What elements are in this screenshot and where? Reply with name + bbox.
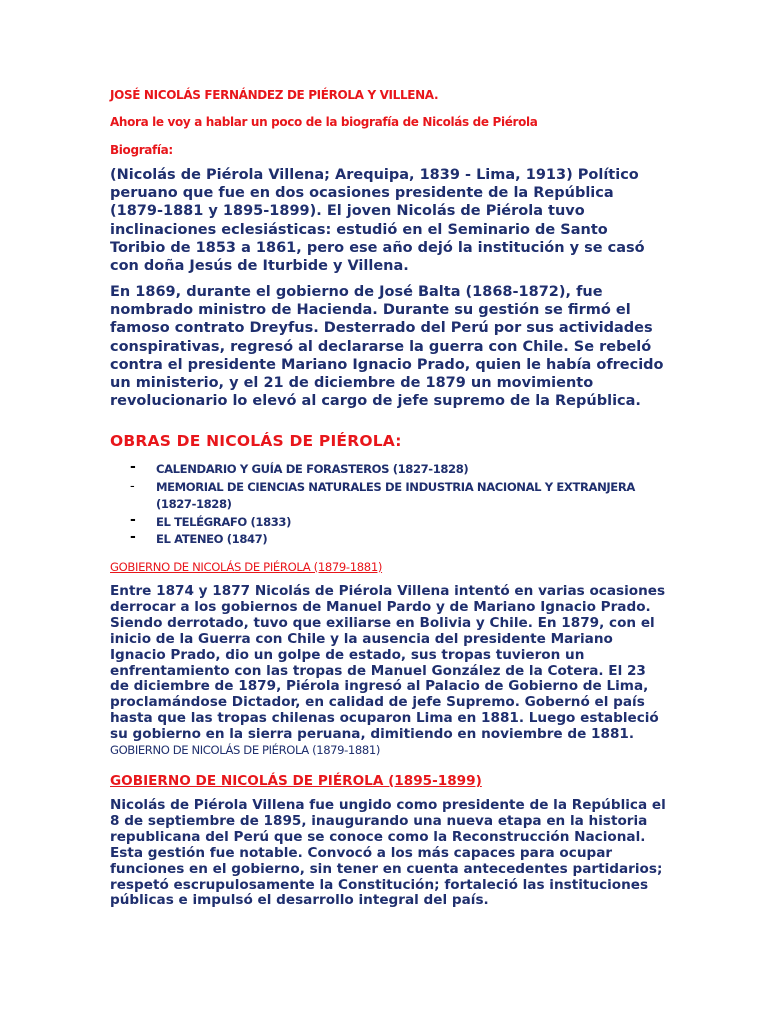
gov1-paragraph [110,584,666,759]
list-item: - EL TELÉGRAFO (1833) [130,511,291,529]
gov1-trailing: GOBIERNO DE NICOLÁS DE PIÉROLA (1879-1881) [110,743,380,758]
works-heading: OBRAS DE NICOLÁS DE PIÉROLA: [110,432,402,450]
gov2-heading: GOBIERNO DE NICOLÁS DE PIÉROLA (1895-1899) [110,773,482,789]
document-title: JOSÉ NICOLÁS FERNÁNDEZ DE PIÉROLA Y VILLENA. [110,88,439,102]
list-item: - MEMORIAL DE CIENCIAS NATURALES DE INDUSTRIA NACIONAL Y EXTRANJERA (1827-1828) [130,478,635,511]
bullet-dash-icon: - [130,459,136,475]
gov1-text: Entre 1874 y 1877 Nicolás de Piérola Villena intentó en varias ocasiones derrocar a los gobiernos de Manuel Pardo y de Mariano Ignacio Prado. Siendo derrotado, tuvo que exiliarse en Bolivia y Chile. En 1879, con el inicio de la Guerra con Chile y la ausencia del presidente Mariano Ignacio Prado, dio un golpe de estado, sus tropas tuvieron un enfrentamiento con las tropas de Manuel González de la Cotera. El 23 de diciembre de 1879, Piérola ingresó al Palacio de Gobierno de Lima, proclamándose Dictador, en calidad de jefe Supremo. Gobernó el país hasta que las tropas chilenas ocuparon Lima en 1881. Luego estableció su gobierno en la sierra peruana, dimitiendo en noviembre de 1881. [110,583,666,743]
gov2-paragraph: Nicolás de Piérola Villena fue ungido como presidente de la República el 8 de septiembre de 1895, inaugurando una nueva etapa en la historia republicana del Perú que se conoce como la Reconstrucción Nacional. Esta gestión fue notable. Convocó a los más capaces para ocupar funciones en el gobierno, sin tener en cuenta antecedentes partidarios; respetó escrupulosamente la Constitución; fortaleció las instituciones públicas e impulsó el desarrollo integral del país. [110,797,666,909]
list-item: - CALENDARIO Y GUÍA DE FORASTEROS (1827-1828) [130,459,469,476]
bullet-dash-icon: - [130,511,136,528]
bio-paragraph-2: En 1869, durante el gobierno de José Balta (1868-1872), fue nombrado ministro de Hacienda. Durante su gestión se firmó el famoso contrato Dreyfus. Desterrado del Perú por sus actividades conspirativas, regresó al declararse la guerra con Chile. Se rebeló contra el presidente Mariano Ignacio Prado, quien le había ofrecido un ministerio, y el 21 de diciembre de 1879 un movimiento revolucionario lo elevó al cargo de jefe supremo de la República. [110,284,664,410]
bio-paragraph-1: (Nicolás de Piérola Villena; Arequipa, 1839 - Lima, 1913) Político peruano que fue en dos ocasiones presidente de la República (1879-1881 y 1895-1899). El joven Nicolás de Piérola tuvo inclinaciones eclesiásticas: estudió en el Seminario de Santo Toribio de 1853 a 1861, pero ese año dejó la institución y se casó con doña Jesús de Iturbide y Villena. [110,167,645,275]
works-list [130,461,670,549]
list-item: - EL ATENEO (1847) [130,529,268,546]
bio-heading: Biografía: [110,143,173,157]
bullet-dash-icon: - [130,529,136,545]
gov1-heading: GOBIERNO DE NICOLÁS DE PIÉROLA (1879-1881) [110,560,383,574]
bullet-dash-icon: - [130,478,135,494]
intro-line: Ahora le voy a hablar un poco de la biografía de Nicolás de Piérola [110,115,538,129]
